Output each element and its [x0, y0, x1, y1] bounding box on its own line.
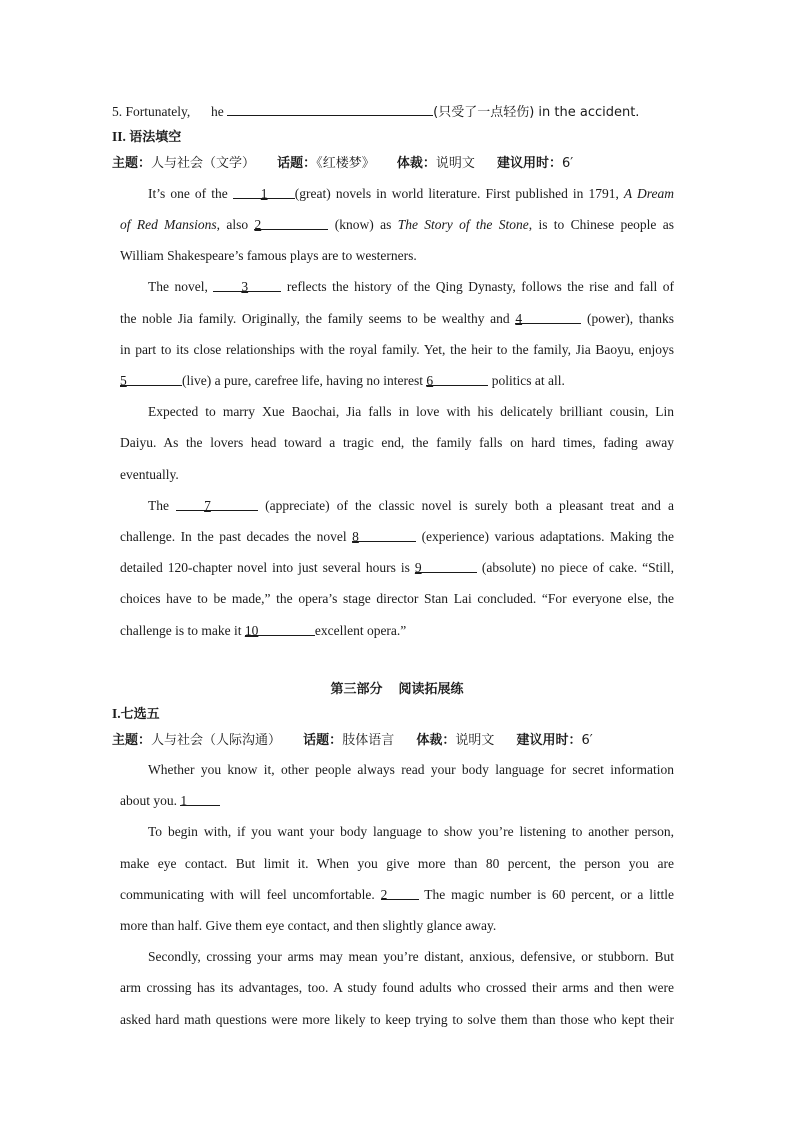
text: William Shakespeare’s famous plays are to westerners.	[120, 248, 417, 263]
meta-genre: 说明文	[455, 733, 495, 748]
text: (power), thanks	[581, 311, 674, 326]
meta-time: 6′	[581, 733, 593, 748]
text: in part to its close relationships with the royal family. Yet, the heir to the family, Jia Baoyu, enjoys	[120, 342, 674, 357]
question-5	[112, 102, 639, 122]
p2-para4-line2	[120, 528, 674, 546]
p3-para3-line2	[120, 979, 674, 997]
text: Secondly, crossing your arms may mean you’re distant, anxious, defensive, or stubborn. But	[148, 949, 674, 964]
option-blank-2[interactable]	[381, 886, 419, 900]
section-i-heading	[112, 705, 160, 724]
p2-para2-line2	[120, 310, 674, 328]
question-5-lead: 5. Fortunately,	[112, 104, 191, 119]
blank-number: 3	[241, 279, 249, 294]
meta-time-label: 建议用时：	[497, 156, 563, 171]
blank-5[interactable]	[120, 372, 182, 386]
p3-para2-line4	[120, 917, 674, 935]
p2-para3-line3	[120, 466, 674, 484]
blank-number: 10	[244, 623, 259, 638]
meta-theme-label: 主题：	[112, 156, 152, 171]
p3-para3-line1	[120, 948, 674, 966]
section-i-meta	[112, 732, 593, 750]
p3-para2-line3	[120, 886, 674, 904]
book-title: The Story of the Stone	[397, 217, 529, 232]
part-three-title: 阅读拓展练	[398, 682, 464, 697]
text: choices have to be made,” the opera’s stage director Stan Lai concluded. “For everyone else, the	[120, 591, 674, 606]
text: reflects the history of the Qing Dynasty, follows the rise and fall of	[281, 279, 674, 294]
p2-para4-line5	[120, 622, 674, 640]
book-title: A Dream	[623, 186, 674, 201]
text: challenge. In the past decades the novel	[120, 529, 353, 544]
text: (live) a pure, carefree life, having no interest	[182, 373, 427, 388]
text: Whether you know it, other people always read your body language for secret information	[148, 762, 674, 777]
p2-para2-line4	[120, 372, 674, 390]
text: The	[148, 498, 177, 513]
text: arm crossing has its advantages, too. A study found adults who crossed their arms and then were	[120, 980, 674, 995]
text: (great) novels in world literature. First published in 1791,	[294, 186, 624, 201]
p3-para1-line1	[120, 761, 674, 779]
p2-para1-line1	[120, 185, 674, 203]
blank-number: 6	[426, 373, 434, 388]
blank-1[interactable]	[233, 185, 295, 199]
text: The novel,	[148, 279, 214, 294]
text: To begin with, if you want your body language to show you’re listening to another person,	[148, 824, 674, 839]
blank-number: 1	[180, 793, 188, 808]
blank-number: 8	[352, 529, 359, 544]
text: asked hard math questions were more likely to keep trying to solve them than those who kept their	[120, 1012, 674, 1027]
p2-para1-line2	[120, 216, 674, 234]
p2-para1-line3	[120, 247, 674, 265]
blank-9[interactable]	[415, 559, 477, 573]
section-ii-label: II.	[112, 129, 126, 144]
meta-theme: 人与社会（文学）	[151, 156, 256, 171]
blank-3[interactable]	[213, 278, 281, 292]
blank-number: 2	[380, 887, 388, 902]
text: communicating with will feel uncomfortable.	[120, 887, 381, 902]
text: (absolute) no piece of cake. “Still,	[476, 560, 674, 575]
question-5-blank[interactable]	[227, 102, 433, 116]
blank-number: 1	[260, 186, 268, 201]
text: (appreciate) of the classic novel is surely both a pleasant treat and a	[258, 498, 674, 513]
p2-para4-line4	[120, 590, 674, 608]
meta-genre: 说明文	[435, 156, 475, 171]
p3-para3-line3	[120, 1011, 674, 1029]
p2-para3-line2	[120, 434, 674, 452]
part-three-number: 第三部分	[330, 682, 383, 697]
meta-time-label: 建议用时：	[516, 733, 582, 748]
text: , also	[216, 217, 255, 232]
part-three-heading	[0, 678, 794, 697]
question-5-hint: (只受了一点轻伤) in the accident.	[433, 105, 640, 120]
text: , is to Chinese people as	[528, 217, 675, 232]
text: The magic number is 60 percent, or a little	[418, 887, 674, 902]
blank-8[interactable]	[352, 528, 416, 542]
option-blank-1[interactable]	[180, 792, 220, 806]
text: (know) as	[328, 217, 398, 232]
p3-para2-line2	[120, 855, 674, 873]
blank-2[interactable]	[254, 216, 328, 230]
section-ii-title: 语法填空	[129, 130, 182, 145]
p2-para4-line3	[120, 559, 674, 577]
text: detailed 120-chapter novel into just several hours is	[120, 560, 415, 575]
text: the noble Jia family. Originally, the family seems to be wealthy and	[120, 311, 516, 326]
meta-topic-label: 话题：	[303, 733, 343, 748]
meta-genre-label: 体裁：	[396, 156, 436, 171]
blank-6[interactable]	[426, 372, 488, 386]
text: politics at all.	[488, 373, 565, 388]
blank-number: 7	[204, 498, 211, 513]
p3-para1-line2	[120, 792, 674, 810]
p2-para2-line3	[120, 341, 674, 359]
section-ii-heading	[112, 128, 181, 147]
meta-theme: 人与社会（人际沟通）	[151, 733, 282, 748]
section-i-title: 七选五	[120, 707, 160, 722]
text: (experience) various adaptations. Making the	[416, 529, 674, 544]
text: about you.	[120, 793, 181, 808]
text: It’s one of the	[148, 186, 233, 201]
meta-topic: 肢体语言	[342, 733, 395, 748]
p2-para4-line1	[120, 497, 674, 515]
meta-genre-label: 体裁：	[416, 733, 456, 748]
p3-para2-line1	[120, 823, 674, 841]
section-i-label: I.	[112, 706, 121, 721]
text: make eye contact. But limit it. When you give more than 80 percent, the person you are	[120, 856, 674, 871]
meta-time: 6′	[562, 156, 574, 171]
question-5-subject: he	[211, 104, 224, 119]
meta-theme-label: 主题：	[112, 733, 152, 748]
blank-number: 5	[120, 373, 127, 388]
text: challenge is to make it	[120, 623, 245, 638]
meta-topic: 《红楼梦》	[316, 156, 375, 171]
text: eventually.	[120, 467, 179, 482]
p2-para3-line1	[120, 403, 674, 421]
blank-number: 9	[414, 560, 422, 575]
blank-number: 4	[515, 311, 523, 326]
book-title: of Red Mansions	[120, 217, 217, 232]
blank-10[interactable]	[245, 622, 315, 636]
blank-7[interactable]	[176, 497, 258, 511]
p2-para2-line1	[120, 278, 674, 296]
section-ii-meta	[112, 155, 573, 173]
blank-4[interactable]	[515, 310, 581, 324]
text: Expected to marry Xue Baochai, Jia falls in love with his delicately brilliant cousin, Lin	[148, 404, 674, 419]
text: more than half. Give them eye contact, and then slightly glance away.	[120, 918, 497, 933]
text: excellent opera.”	[314, 623, 407, 638]
text: Daiyu. As the lovers head toward a tragic end, the family falls on hard times, fading away	[120, 435, 674, 450]
blank-number: 2	[254, 217, 262, 232]
meta-topic-label: 话题：	[277, 156, 317, 171]
